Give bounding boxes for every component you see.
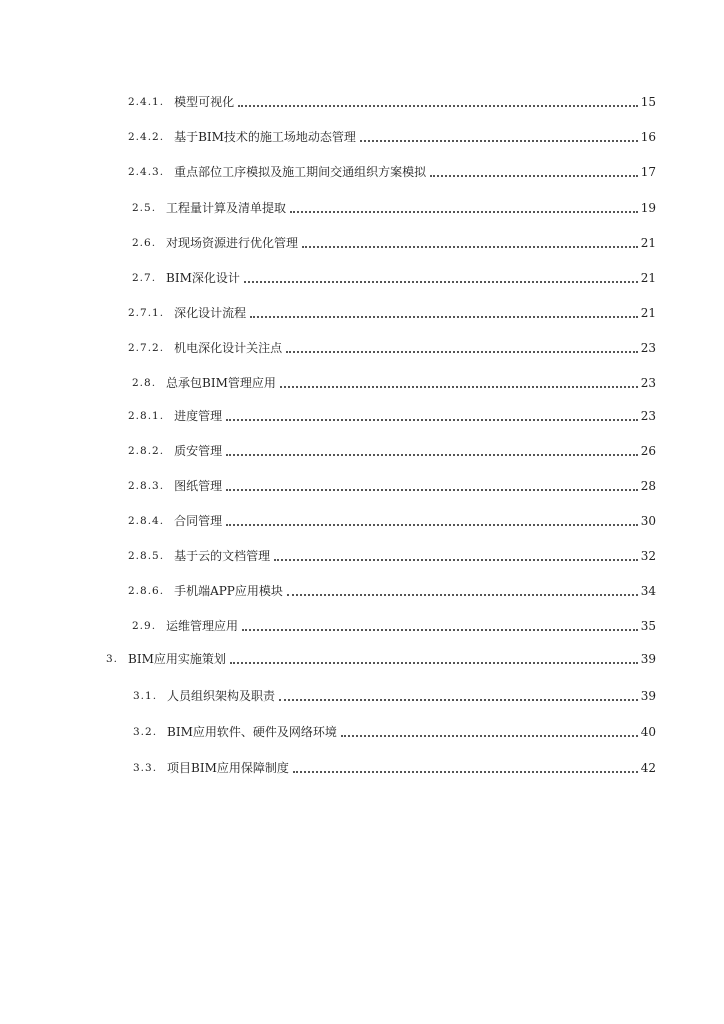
toc-number: 3.2. <box>133 726 158 738</box>
toc-entry-3[interactable] <box>106 647 656 667</box>
toc-page-number: 28 <box>640 479 656 493</box>
toc-entry-3-3[interactable] <box>133 756 656 776</box>
toc-leader-dots <box>226 419 638 421</box>
toc-leader-dots <box>242 629 638 631</box>
toc-number: 2.8.4. <box>128 515 165 527</box>
toc-title: 图纸管理 <box>174 479 223 493</box>
toc-leader-dots <box>238 105 638 107</box>
toc-page-number: 30 <box>640 514 656 528</box>
toc-entry-2-8-3[interactable] <box>128 474 656 494</box>
toc-leader-dots <box>226 489 638 491</box>
toc-leader-dots <box>230 662 638 664</box>
toc-leader-dots <box>341 735 638 737</box>
toc-entry-2-8[interactable] <box>132 371 656 391</box>
toc-page-number: 26 <box>640 444 656 458</box>
toc-page-number: 35 <box>640 619 656 633</box>
toc-entry-2-4-1[interactable] <box>128 90 656 110</box>
toc-entry-2-8-4[interactable] <box>128 509 656 529</box>
toc-title: 基于云的文档管理 <box>174 549 271 563</box>
toc-number: 2.8.6. <box>128 585 165 597</box>
toc-leader-dots <box>280 386 638 388</box>
toc-page-number: 34 <box>640 584 656 598</box>
toc-number: 2.8.5. <box>128 550 165 562</box>
toc-entry-3-2[interactable] <box>133 720 656 740</box>
toc-title: 重点部位工序模拟及施工期间交通组织方案模拟 <box>174 165 427 179</box>
toc-title: 合同管理 <box>174 514 223 528</box>
toc-page-number: 23 <box>640 409 656 423</box>
toc-number: 2.4.1. <box>128 96 165 108</box>
toc-entry-2-8-1[interactable] <box>128 404 656 424</box>
toc-entry-2-7-2[interactable] <box>128 336 656 356</box>
toc-entry-2-4-2[interactable] <box>128 125 656 145</box>
toc-title: 进度管理 <box>174 409 223 423</box>
toc-title: 模型可视化 <box>174 95 235 109</box>
toc-title: 深化设计流程 <box>174 306 247 320</box>
toc-entry-2-8-2[interactable] <box>128 439 656 459</box>
toc-title: BIM应用实施策划 <box>128 652 226 666</box>
toc-title: 人员组织架构及职责 <box>167 689 276 703</box>
toc-title: 运维管理应用 <box>166 619 239 633</box>
toc-entry-2-6[interactable] <box>132 231 656 251</box>
toc-number: 2.9. <box>132 620 157 632</box>
toc-leader-dots <box>287 594 638 596</box>
toc-number: 2.8.2. <box>128 445 165 457</box>
toc-page-number: 32 <box>640 549 656 563</box>
toc-leader-dots <box>274 559 638 561</box>
toc-entry-2-5[interactable] <box>132 196 656 216</box>
toc-page-number: 23 <box>640 376 656 390</box>
toc-title: 项目BIM应用保障制度 <box>167 761 289 775</box>
toc-number: 2.8.3. <box>128 480 165 492</box>
toc-title: 机电深化设计关注点 <box>174 341 283 355</box>
toc-number: 2.7.1. <box>128 307 165 319</box>
toc-number: 3.3. <box>133 762 158 774</box>
toc-title: 手机端APP应用模块 <box>174 584 283 598</box>
toc-page-number: 21 <box>640 271 656 285</box>
toc-leader-dots <box>226 454 638 456</box>
toc-title: BIM深化设计 <box>166 271 240 285</box>
toc-entry-2-7-1[interactable] <box>128 301 656 321</box>
toc-title: 工程量计算及清单提取 <box>166 201 287 215</box>
toc-number: 2.4.3. <box>128 166 165 178</box>
toc-leader-dots <box>286 351 638 353</box>
toc-entry-2-9[interactable] <box>132 614 656 634</box>
toc-entry-2-4-3[interactable] <box>128 160 656 180</box>
toc-entry-3-1[interactable] <box>133 684 656 704</box>
toc-page-number: 15 <box>640 95 656 109</box>
toc-leader-dots <box>250 316 638 318</box>
toc-leader-dots <box>293 771 638 773</box>
toc-page-number: 23 <box>640 341 656 355</box>
toc-page-number: 39 <box>640 689 656 703</box>
toc-page-number: 21 <box>640 306 656 320</box>
toc-entry-2-7[interactable] <box>132 266 656 286</box>
toc-number: 2.8. <box>132 377 157 389</box>
toc-number: 3. <box>106 653 119 665</box>
toc-entry-2-8-5[interactable] <box>128 544 656 564</box>
toc-number: 3.1. <box>133 690 158 702</box>
toc-title: BIM应用软件、硬件及网络环境 <box>167 725 337 739</box>
toc-leader-dots <box>360 140 638 142</box>
toc-number: 2.6. <box>132 237 157 249</box>
toc-leader-dots <box>302 246 638 248</box>
toc-number: 2.7.2. <box>128 342 165 354</box>
toc-page-number: 40 <box>640 725 656 739</box>
toc-page-number: 21 <box>640 236 656 250</box>
toc-title: 总承包BIM管理应用 <box>166 376 276 390</box>
toc-leader-dots <box>290 211 638 213</box>
toc-leader-dots <box>279 699 638 701</box>
toc-page-number: 17 <box>640 165 656 179</box>
toc-page-number: 42 <box>640 761 656 775</box>
toc-entry-2-8-6[interactable] <box>128 579 656 599</box>
toc-number: 2.5. <box>132 202 157 214</box>
toc-title: 质安管理 <box>174 444 223 458</box>
toc-number: 2.4.2. <box>128 131 165 143</box>
toc-page-number: 39 <box>640 652 656 666</box>
toc-leader-dots <box>430 175 638 177</box>
toc-page-number: 19 <box>640 201 656 215</box>
toc-number: 2.8.1. <box>128 410 165 422</box>
toc-title: 对现场资源进行优化管理 <box>166 236 299 250</box>
toc-title: 基于BIM技术的施工场地动态管理 <box>174 130 356 144</box>
toc-page-number: 16 <box>640 130 656 144</box>
toc-leader-dots <box>244 281 638 283</box>
toc-number: 2.7. <box>132 272 157 284</box>
toc-leader-dots <box>226 524 638 526</box>
